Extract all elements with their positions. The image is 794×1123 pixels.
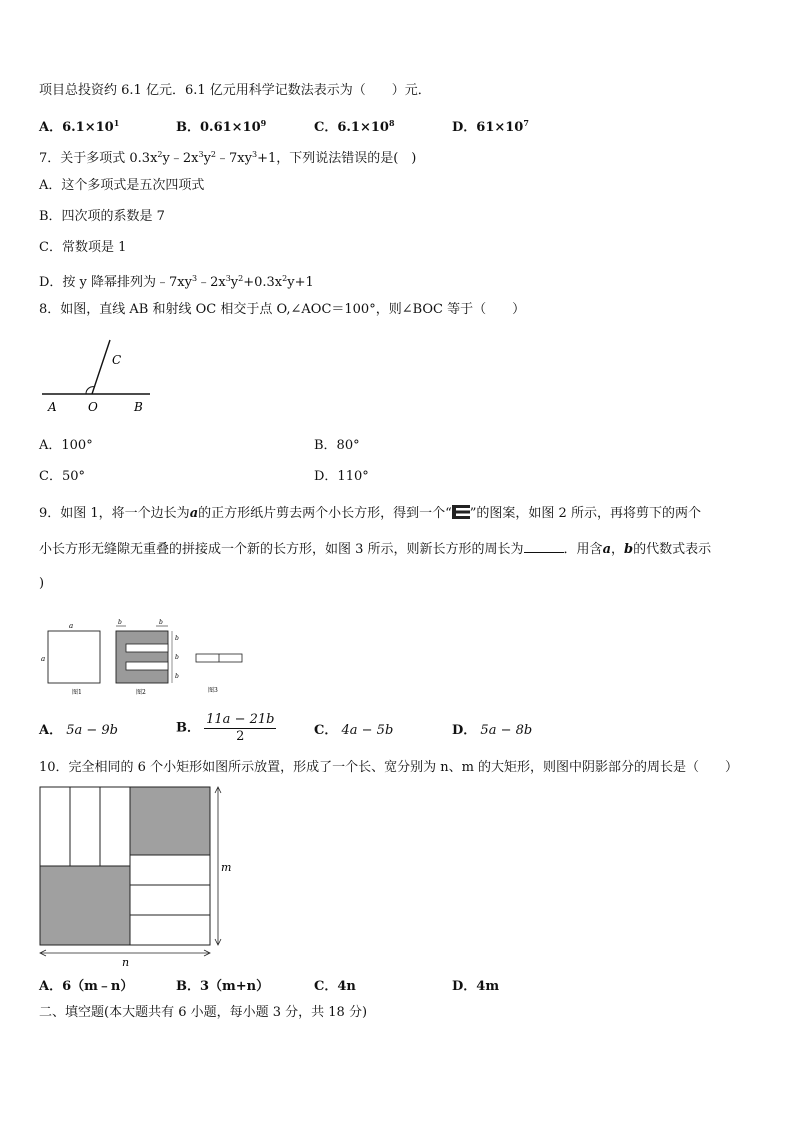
label-a: A [48, 400, 57, 414]
option-value: 6.1×10 [62, 120, 114, 135]
option-a[interactable]: A．这个多项式是五次四项式 [39, 178, 205, 193]
option-label: C． [314, 120, 338, 135]
option-b[interactable]: B．四次项的系数是 7 [39, 209, 165, 224]
side-b-label: b [159, 619, 163, 626]
square-figure-2 [116, 631, 168, 683]
section-heading: 二、填空题(本大题共有 6 小题，每小题 3 分，共 18 分) [39, 1005, 368, 1020]
option-c[interactable]: C． 4a − 5b [314, 723, 394, 738]
label-o: O [88, 400, 98, 414]
cut-strip-1 [126, 644, 168, 652]
option-a[interactable]: A． 5a − 9b [39, 723, 119, 738]
option-c[interactable] [314, 114, 395, 137]
rectangles-figure [36, 783, 236, 969]
option-label: A． [39, 120, 63, 135]
option-c[interactable]: C．常数项是 1 [39, 240, 127, 255]
question-8-text: 8．如图，直线 AB 和射线 OC 相交于点 O,∠AOC＝100°，则∠BOC 等于（ ） [39, 302, 526, 317]
label-b: B [134, 400, 143, 414]
option-c[interactable]: C．4n [314, 979, 356, 994]
option-b[interactable]: B．80° [314, 438, 360, 453]
ray-oc [92, 340, 110, 394]
fig2-caption: 图2 [136, 689, 146, 696]
label-n: n [122, 956, 130, 969]
option-label: D． [452, 120, 477, 135]
question-9-text-line3: ) [39, 576, 45, 591]
label-c: C [112, 353, 122, 367]
option-d[interactable]: D．按 y 降幂排列为$﹣7xy^3﹣2x^3y^2+0.3x^2y+1$ [39, 274, 314, 290]
option-value: 6.1×10 [337, 120, 389, 135]
fig1-caption: 图1 [72, 689, 82, 696]
exponent: 1 [113, 118, 120, 128]
exponent: 8 [388, 118, 395, 128]
question-9-text: 9．如图 1，将一个边长为a的正方形纸片剪去两个小长方形，得到一个“ ”的图案，如图 2 所示，再将剪下的两个 [39, 506, 701, 521]
option-a[interactable]: A．100° [39, 438, 93, 453]
option-d[interactable]: D．4m [452, 979, 500, 994]
option-value: 0.61×10 [200, 120, 261, 135]
label-m: m [221, 861, 232, 874]
exponent: 7 [523, 118, 529, 128]
option-value: 61×10 [476, 120, 524, 135]
answer-blank[interactable] [524, 540, 564, 553]
question-7-text: 7．关于多项式 $0.3x^2y﹣2x^3y^2﹣7xy^3+1$，下列说法错误的是( ) [39, 150, 417, 166]
question-text: 项目总投资约 6.1 亿元．6.1 亿元用科学记数法表示为（ ）元． [39, 83, 431, 98]
cut-strip-2 [126, 662, 168, 670]
option-b[interactable] [176, 114, 266, 137]
shaded-region-bottom-left [40, 866, 130, 945]
side-b-label: b [175, 654, 179, 661]
option-c[interactable]: C．50° [39, 469, 85, 484]
option-d[interactable] [452, 114, 529, 137]
question-10-text: 10．完全相同的 6 个小矩形如图所示放置，形成了一个长、宽分别为 n、m 的大矩形，则图中阴影部分的周长是（ ） [39, 760, 739, 775]
s-shape-icon [452, 505, 470, 519]
option-a[interactable]: A．6（m﹣n） [39, 979, 134, 994]
option-b[interactable]: B．3（m+n） [176, 979, 270, 994]
question-9-text-line2: 小长方形无缝隙无重叠的拼接成一个新的长方形，如图 3 所示，则新长方形的周长为 ．用含a，b的代数式表示 [39, 542, 712, 557]
option-label: B． [176, 120, 200, 135]
side-b-label: b [118, 619, 122, 626]
square-figure-1 [48, 631, 100, 683]
option-b[interactable]: B． $\frac{11a - 21b}{2}$ [176, 712, 275, 744]
shaded-region-top-right [130, 787, 210, 855]
angle-figure [40, 336, 160, 416]
option-d[interactable]: D．110° [314, 469, 369, 484]
exponent: 9 [260, 118, 267, 128]
option-a[interactable] [39, 114, 119, 137]
side-b-label: b [175, 635, 179, 642]
side-b-label: b [175, 673, 179, 680]
option-d[interactable]: D． 5a − 8b [452, 723, 533, 738]
side-a-label-left: a [41, 655, 46, 663]
fig3-caption: 图3 [208, 687, 218, 694]
side-a-label: a [69, 622, 74, 630]
paper-cut-figure [38, 614, 248, 700]
